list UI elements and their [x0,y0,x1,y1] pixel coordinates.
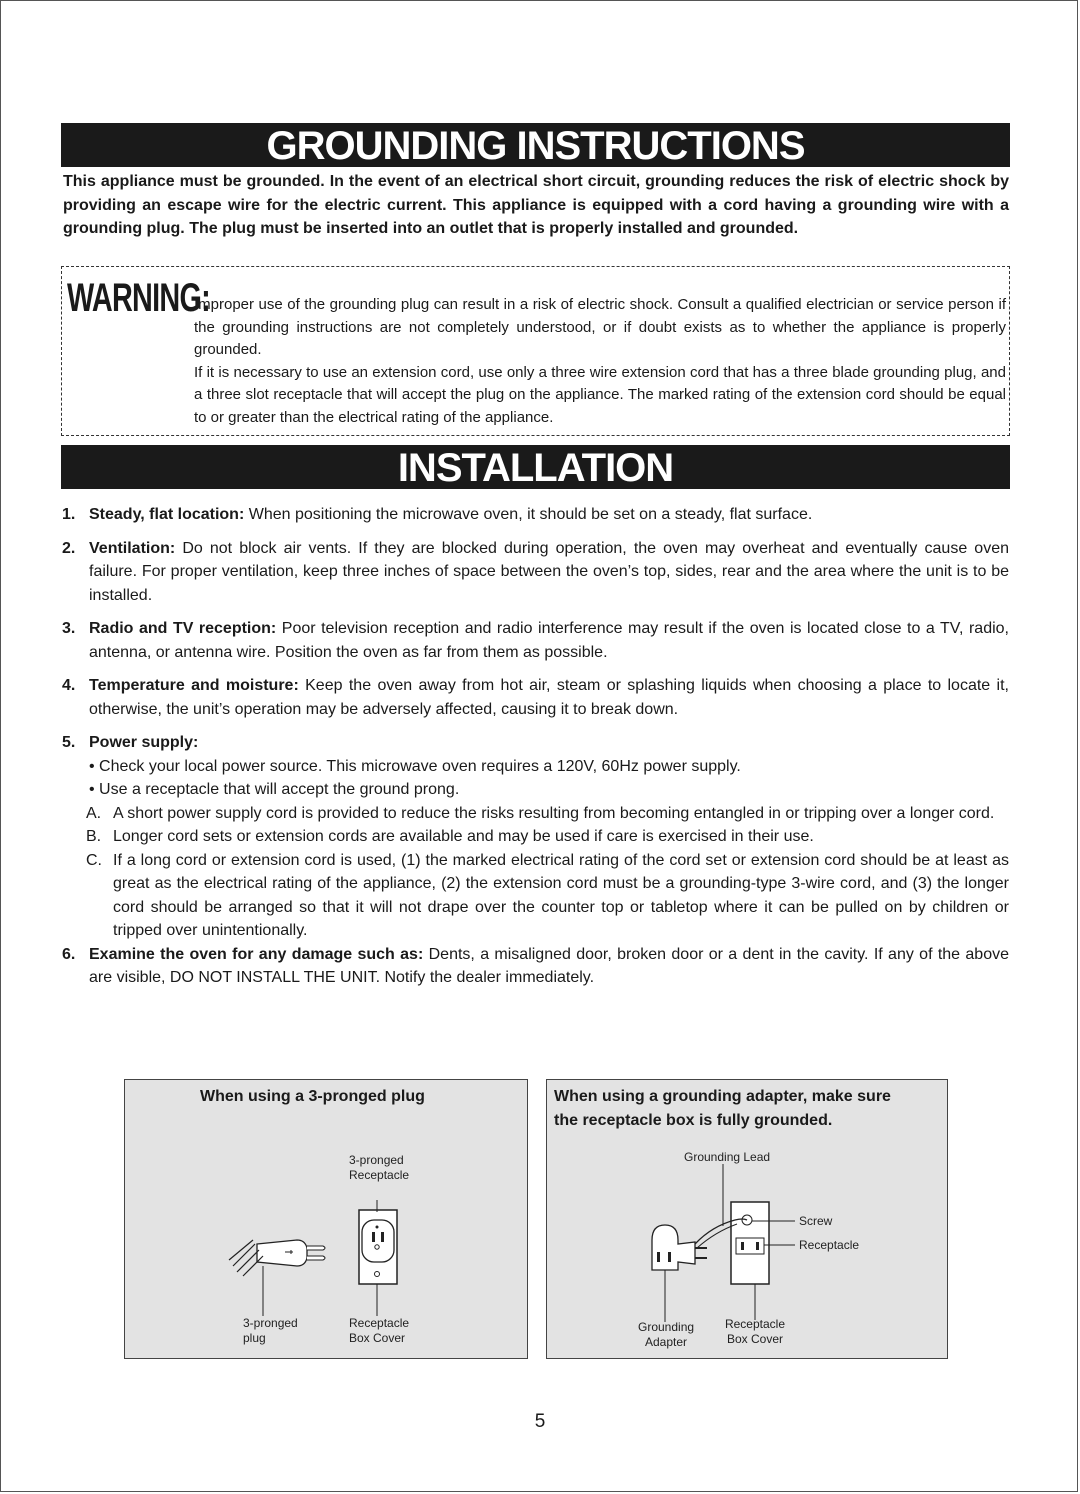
receptacle-label: Receptacle [799,1238,860,1252]
label-line: 3-pronged [349,1153,404,1167]
sub-item-letter: C. [86,851,102,869]
diagram-title: When using a 3-pronged plug [200,1088,425,1105]
grounding-lead-label: Grounding Lead [684,1150,771,1164]
list-item [62,674,1009,721]
title-line: the receptacle box is fully grounded. [554,1112,833,1129]
warning-label: WARNING: [67,276,211,320]
screw-label: Screw [799,1214,833,1228]
item-title: Steady, flat location: [89,506,245,523]
warning-text [194,294,1006,429]
sub-item-letter: B. [86,828,102,845]
sub-item [86,825,1009,849]
item-text: When positioning the microwave oven, it should be set on a steady, flat surface. [244,506,813,523]
item-number: 4. [62,677,76,694]
warning-box [61,266,1010,436]
sub-item [86,802,1009,826]
item-number: 1. [62,506,76,523]
label-line: 3-pronged [243,1316,298,1330]
list-item-power-supply [62,731,1009,943]
list-item [62,503,1009,527]
item-number: 3. [62,620,76,637]
item-title: Radio and TV reception: [89,620,277,637]
item-text: Poor television reception and radio interference may result if the oven is located close to a TV, radio, antenna, or antenna wire. Position the oven as far from them as possible. [89,620,1010,661]
item-number: 5. [62,734,76,751]
label-line: Grounding [638,1320,695,1334]
installation-heading: INSTALLATION [61,445,1010,489]
item-title: Ventilation: [89,539,176,557]
sub-item-text: If a long cord or extension cord is used, (1) the marked electrical rating of the cord set or extension cord should be at least as great as the electrical rating of the appliance, (2) the extension cord must be a grounding-type 3-wire cord, and (3) the longer cord should be arranged so that it will not drape over the counter top or tabletop where it can be pulled on by children or tripped over unintentionally. [113,851,1009,939]
warning-paragraph: Improper use of the grounding plug can result in a risk of electric shock. Consult a qualified electrician or service person if the grounding instructions are not completely understood, or if doubt exists as to whether the appliance is properly grounded. [194,296,1006,358]
label-line: Box Cover [349,1331,406,1345]
receptacle-label [349,1153,409,1183]
warning-paragraph: If it is necessary to use an extension cord, use only a three wire extension cord that has a three blade grounding plug, and a three slot receptacle that will accept the plug on the appliance. The marked rating of the extension cord should be equal to or greater than the electrical rating of the appliance. [194,363,1006,426]
title-line: When using a grounding adapter, make sure [554,1088,891,1105]
bullet-point: • Use a receptacle that will accept the ground prong. [89,781,460,798]
item-title: Temperature and moisture: [89,677,299,694]
box-cover-label [349,1316,409,1346]
sub-item-letter: A. [86,804,102,822]
sub-item-text: Longer cord sets or extension cords are available and may be used if care is exercised in their use. [113,828,814,845]
list-item [62,943,1009,990]
item-title: Examine the oven for any damage such as: [89,945,424,963]
grounding-heading: GROUNDING INSTRUCTIONS [61,123,1010,167]
label-line: Box Cover [726,1332,784,1346]
grounding-intro: This appliance must be grounded. In the event of an electrical short circuit, grounding reduces the risk of electric shock by providing an escape wire for the electric current. This appliance is equipped with a cord having a grounding wire with a grounding plug. The plug must be inserted into an outlet that is properly installed and grounded. [63,173,1009,237]
item-number: 6. [62,945,76,963]
label-line: Receptacle [349,1168,410,1182]
diagram-3-pronged-plug [124,1079,528,1359]
label-line: Adapter [644,1335,688,1349]
list-item [62,617,1009,664]
box-cover-label [723,1317,787,1347]
adapter-label [638,1320,694,1350]
bullet-point: • Check your local power source. This microwave oven requires a 120V, 60Hz power supply. [89,757,741,775]
item-number: 2. [62,539,76,557]
sub-item-text: A short power supply cord is provided to reduce the risks resulting from becoming entangled in or tripping over a longer cord. [113,804,995,822]
item-title: Power supply: [89,734,199,751]
label-line: plug [243,1331,266,1345]
page-number: 5 [534,1411,546,1432]
list-item [62,537,1009,608]
item-text: Do not block air vents. If they are blocked during operation, the oven may overheat and eventually cause oven failure. For proper ventilation, keep three inches of space between the oven’s top, sides, rear and the area where the unit is to be installed. [89,539,1009,604]
installation-list [62,503,1009,1000]
item-text: Dents, a misaligned door, broken door or a dent in the cavity. If any of the above are visible, DO NOT INSTALL THE UNIT. Notify the dealer immediately. [89,945,1010,986]
label-line: Receptacle [349,1316,410,1330]
item-text: Keep the oven away from hot air, steam or splashing liquids when choosing a place to locate it, otherwise, the unit’s operation may be adversely affected, causing it to break down. [89,677,1009,718]
sub-item [86,849,1009,943]
plug-receptacle-illustration [125,1080,527,1358]
diagram-grounding-adapter [546,1079,948,1359]
label-line: Receptacle [724,1317,786,1331]
plug-label [243,1316,298,1346]
